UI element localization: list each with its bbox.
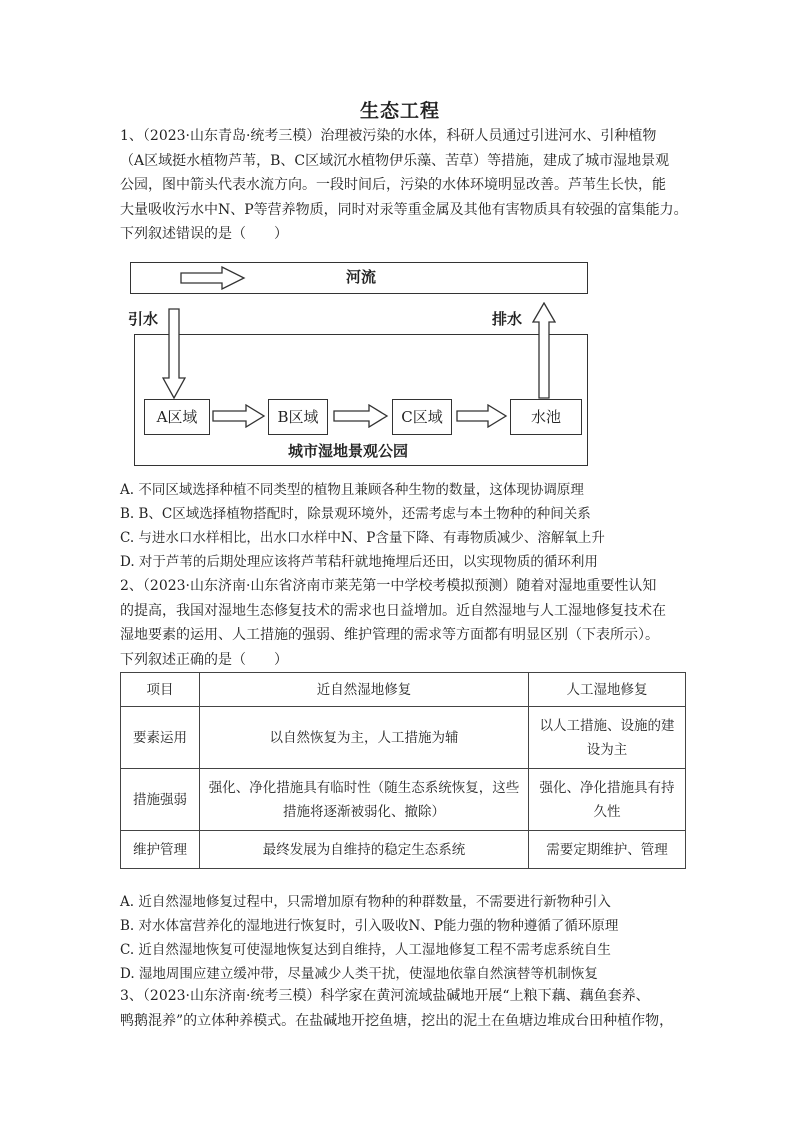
text-line: 2、（2023·山东济南·山东省济南市莱芜第一中学校考模拟预测）随着对湿地重要性认知 [120,578,657,594]
option-d: D. 湿地周围应建立缓冲带，尽量减少人类干扰，使湿地依靠自然演替等机制恢复 [120,966,598,982]
table-cell: 强化、净化措施具有持久性 [529,769,686,831]
table-header: 人工湿地修复 [529,673,686,707]
text-line: 下列叙述正确的是（ ） [120,651,288,668]
page-title: 生态工程 [359,100,440,122]
flow-arrow-icon [456,404,508,428]
option-a: A. 近自然湿地修复过程中，只需增加原有物种的种群数量，不需要进行新物种引入 [120,894,611,910]
wetland-flow-diagram [120,256,600,476]
river-arrow-icon [180,266,246,290]
text-line: 下列叙述错误的是（ ） [120,226,288,242]
table-cell: 最终发展为自维持的稳定生态系统 [200,831,529,869]
question-3-stem [120,984,690,1033]
table-row [121,831,686,869]
zone-c-box: C区域 [392,399,452,435]
option-c: C. 与进水口水样相比，出水口水样中N、P含量下降、有毒物质减少、溶解氧上升 [120,530,605,546]
text-line: 大量吸收污水中N、P等营养物质，同时对汞等重金属及其他有害物质具有较强的富集能力。 [120,201,688,218]
question-2-stem [120,574,690,672]
table-header-row [121,673,686,707]
comparison-table [120,672,686,869]
pool-box: 水池 [510,399,582,435]
zone-a-box: A区域 [144,399,210,435]
option-b: B. 对水体富营养化的湿地进行恢复时，引入吸收N、P能力强的物种遵循了循环原理 [120,918,619,934]
flow-arrow-icon [212,404,266,428]
table-cell: 强化、净化措施具有临时性（随生态系统恢复，这些措施将逐渐被弱化、撤除） [200,769,529,831]
text-line: 的提高，我国对湿地生态修复技术的需求也日益增加。近自然湿地与人工湿地修复技术在 [120,602,666,619]
zone-b-box: B区域 [268,399,328,435]
table-row [121,707,686,769]
river-label: 河流 [346,268,377,286]
option-b: B. B、C区域选择植物搭配时，除景观环境外，还需考虑与本土物种的种间关系 [120,506,591,522]
flow-arrow-icon [333,404,389,428]
option-c: C. 近自然湿地恢复可使湿地恢复达到自维持，人工湿地修复工程不需考虑系统自生 [120,942,611,958]
text-line: 1、（2023·山东青岛·统考三模）治理被污染的水体，科研人员通过引进河水、引种植物 [120,128,657,144]
park-label: 城市湿地景观公园 [288,442,409,460]
inlet-label: 引水 [128,310,159,328]
text-line: 鸭鹅混养”的立体种养模式。在盐碱地开挖鱼塘，挖出的泥土在鱼塘边堆成台田种植作物， [120,1012,674,1029]
outlet-label: 排水 [492,310,523,328]
inlet-arrow-icon [162,308,186,400]
question-1-stem [120,124,690,247]
option-a: A. 不同区域选择种植不同类型的植物且兼顾各种生物的数量，这体现协调原理 [120,482,584,498]
table-cell: 以自然恢复为主，人工措施为辅 [200,707,529,769]
table-row [121,769,686,831]
table-cell: 措施强弱 [121,769,200,831]
table-cell: 以人工措施、设施的建设为主 [529,707,686,769]
outlet-arrow-icon [532,302,556,400]
text-line: 湿地要素的运用、人工措施的强弱、维护管理的需求等方面都有明显区别（下表所示）。 [120,627,659,643]
table-cell: 要素运用 [121,707,200,769]
text-line: 公园，图中箭头代表水流方向。一段时间后，污染的水体环境明显改善。芦苇生长快，能 [120,177,666,193]
table-header: 项目 [121,673,200,707]
text-line: 3、（2023·山东济南·统考三模）科学家在黄河流域盐碱地开展“上粮下藕、藕鱼套养、 [120,988,650,1004]
option-d: D. 对于芦苇的后期处理应该将芦苇秸秆就地掩埋后还田，以实现物质的循环利用 [120,554,598,570]
text-line: （A区域挺水植物芦苇，B、C区域沉水植物伊乐藻、苦草）等措施，建成了城市湿地景观 [120,152,670,169]
table-cell: 维护管理 [121,831,200,869]
table-header: 近自然湿地修复 [200,673,529,707]
table-cell: 需要定期维护、管理 [529,831,686,869]
